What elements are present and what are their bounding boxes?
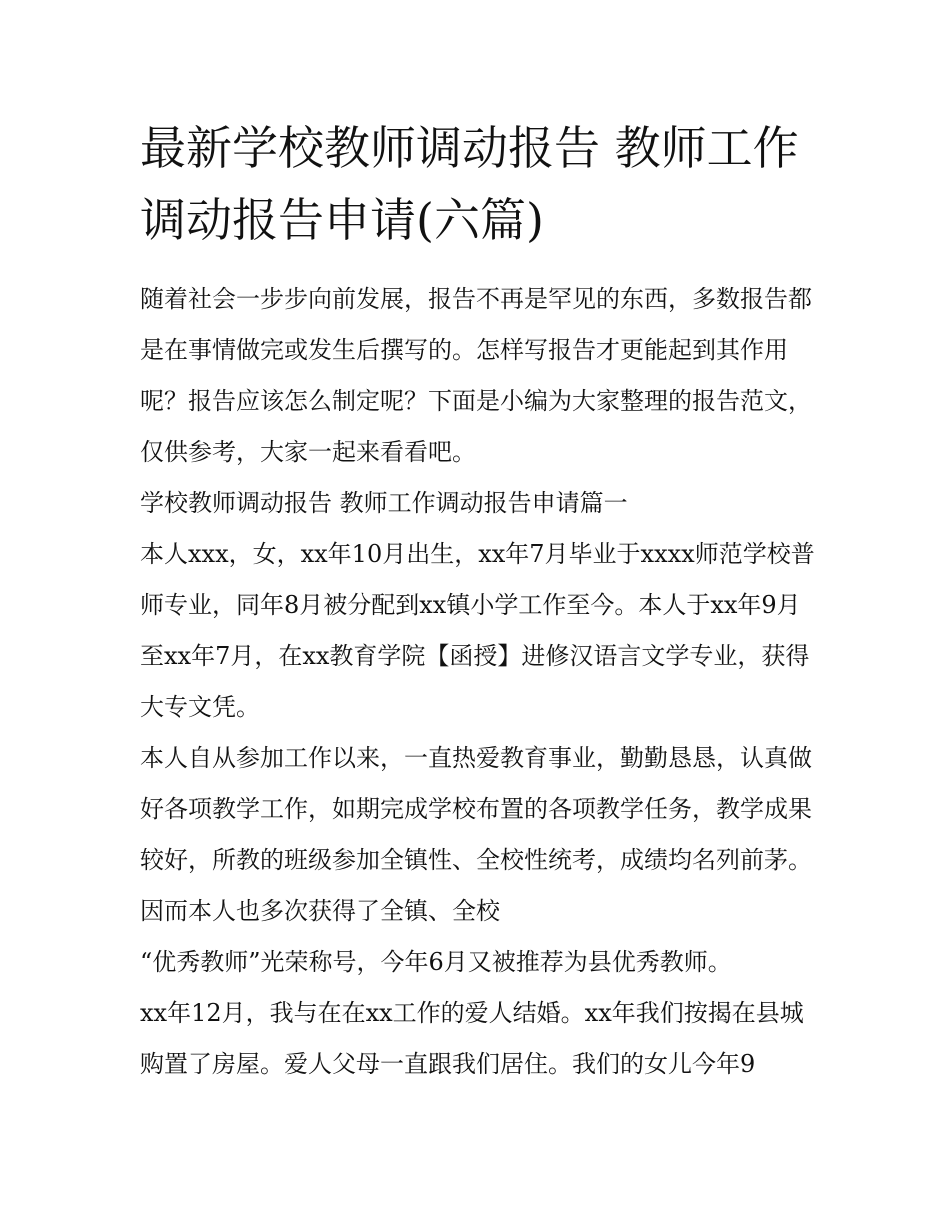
document-body bbox=[140, 112, 815, 1090]
paragraph-family: xx年12月，我与在在xx工作的爱人结婚。xx年我们按揭在县城购置了房屋。爱人父母一直跟我们居住。我们的女儿今年9 bbox=[140, 999, 804, 1078]
paragraph-intro: 随着社会一步步向前发展，报告不再是罕见的东西，多数报告都是在事情做完或发生后撰写的。怎样写报告才更能起到其作用呢？报告应该怎么制定呢？下面是小编为大家整理的报告范文，仅供参考，大家一起来看看吧。 bbox=[140, 285, 812, 466]
section-heading: 学校教师调动报告 教师工作调动报告申请篇一 bbox=[140, 489, 628, 517]
paragraph-personal-info: 本人xxx，女，xx年10月出生，xx年7月毕业于xxxx师范学校普师专业，同年8月被分配到xx镇小学工作至今。本人于xx年9月至xx年7月，在xx教育学院【函授】进修汉语言文学专业，获得大专文凭。 bbox=[140, 540, 815, 721]
paragraph-honor: “优秀教师”光荣称号，今年6月又被推荐为县优秀教师。 bbox=[140, 948, 732, 976]
paragraph-work-record: 本人自从参加工作以来，一直热爱教育事业，勤勤恳恳，认真做好各项教学工作，如期完成学校布置的各项教学任务，教学成果较好，所教的班级参加全镇性、全校性统考，成绩均名列前茅。因而本人也多次获得了全镇、全校 bbox=[140, 744, 812, 925]
document-title: 最新学校教师调动报告 教师工作调动报告申请(六篇) bbox=[140, 121, 799, 247]
